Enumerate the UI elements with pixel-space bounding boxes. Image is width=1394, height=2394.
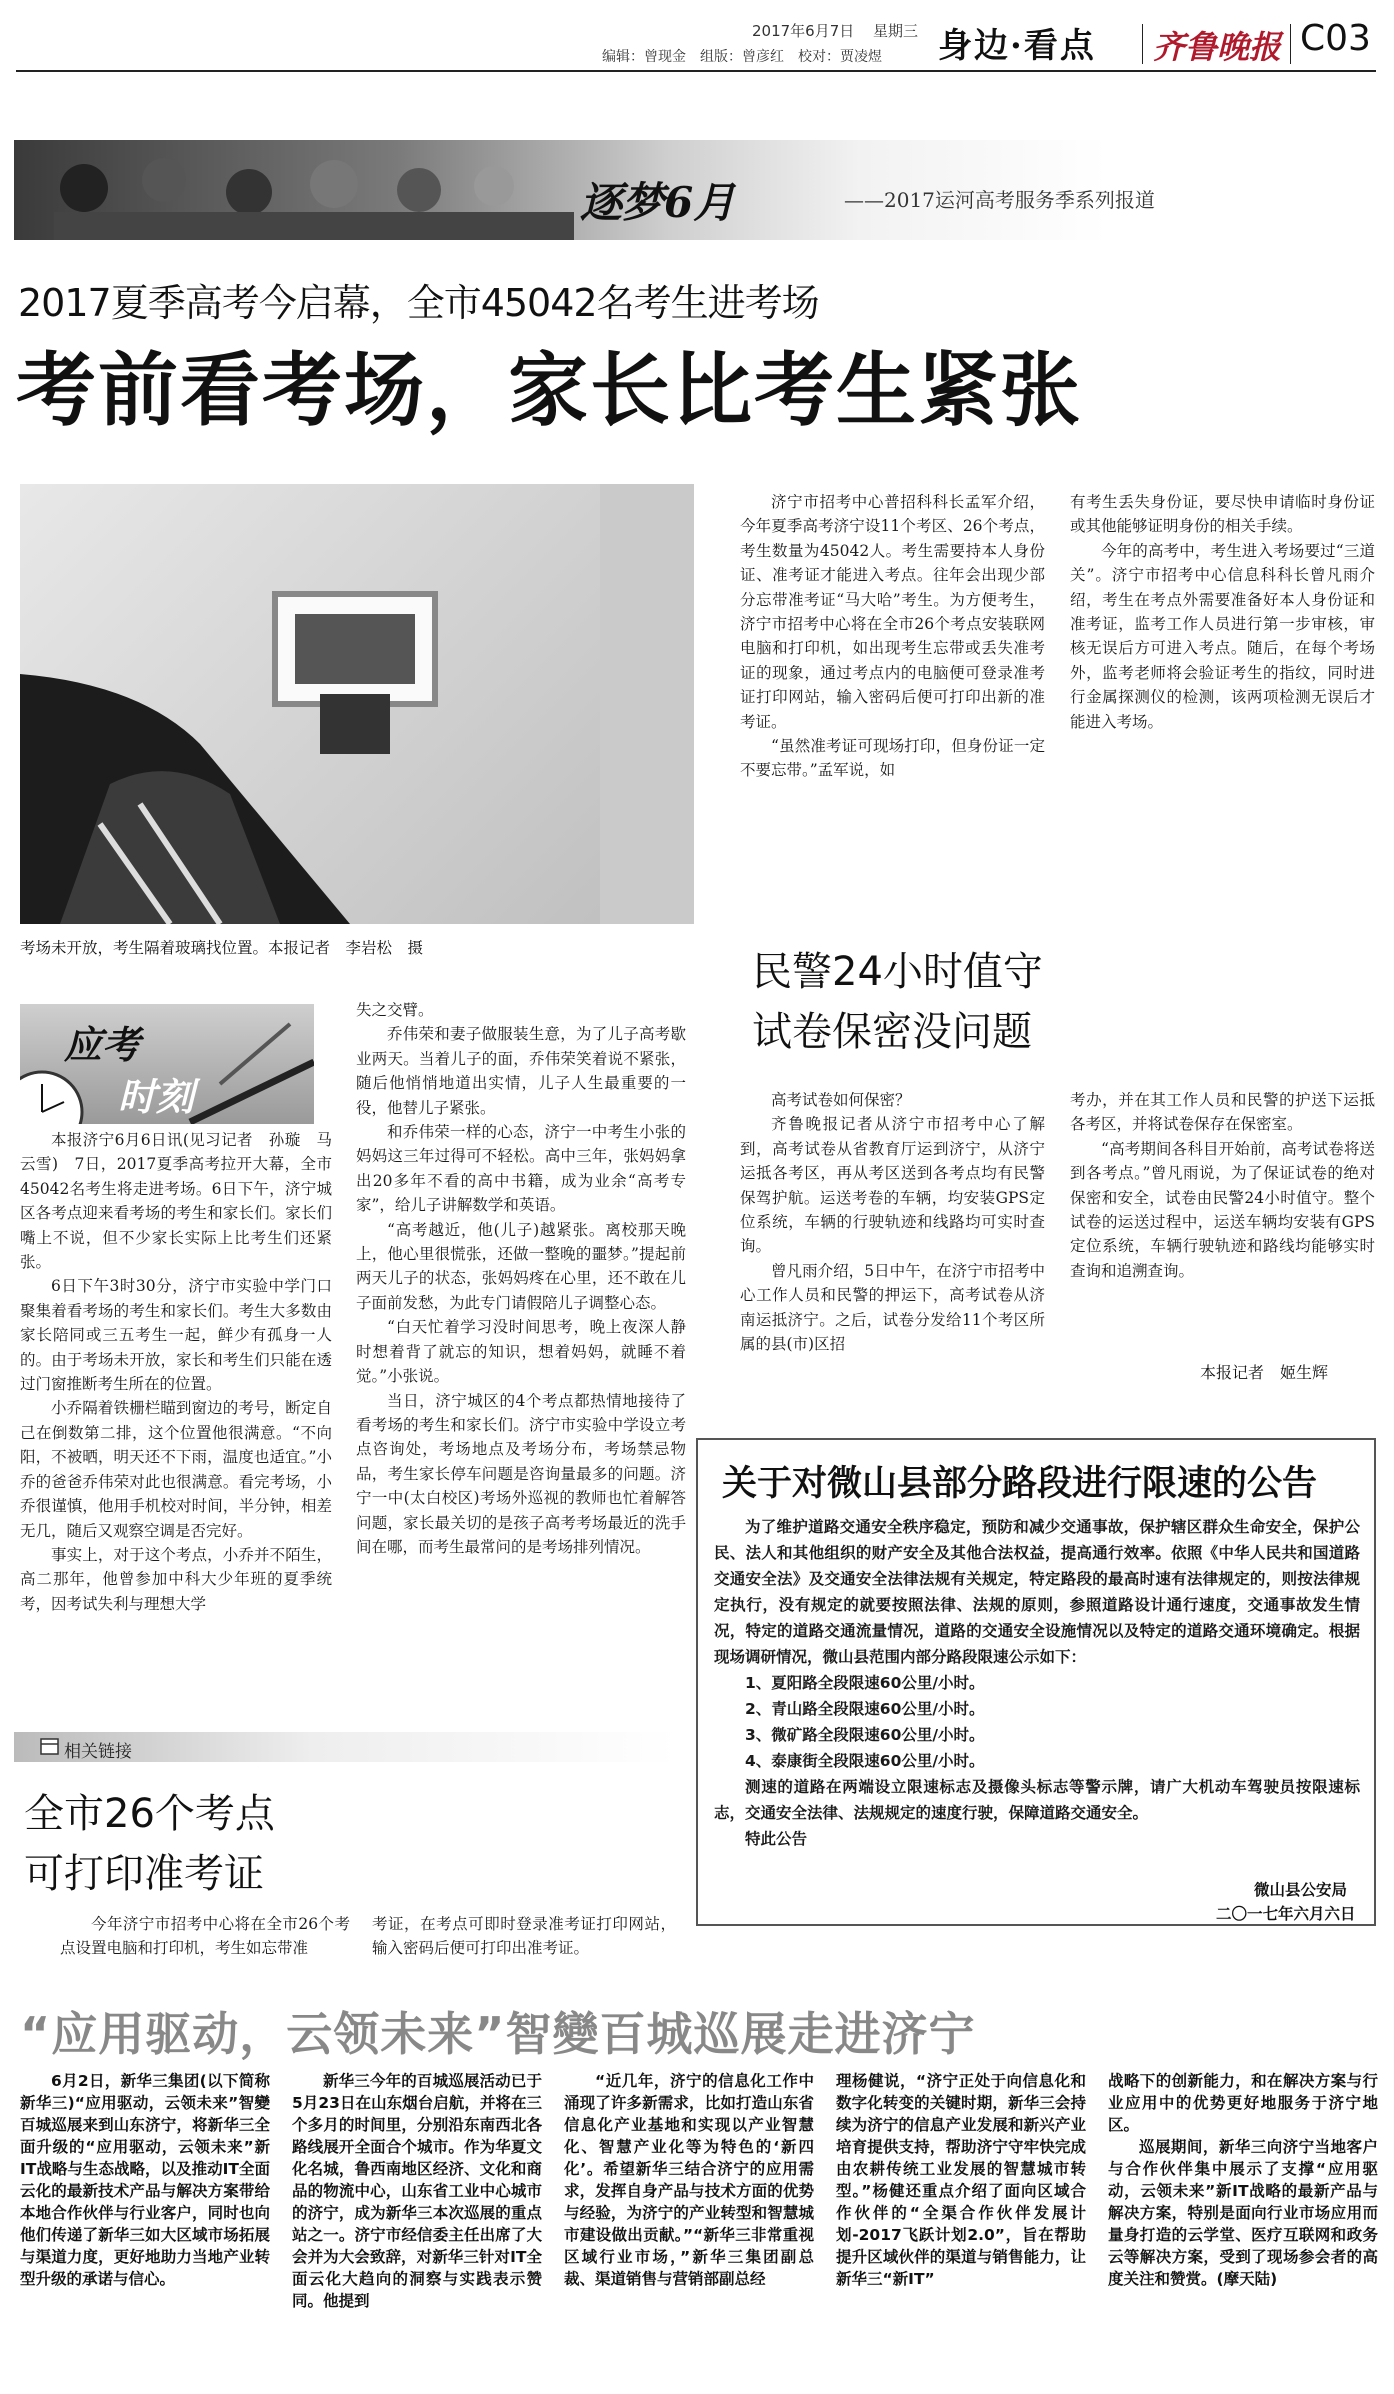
police-paragraph: 曾凡雨介绍，5日中午，在济宁市招考中心工作人员和民警的押运下，高考试卷从济南运抵济宁。之后，试卷分发给11个考区所属的县(市)区招 bbox=[740, 1261, 1045, 1354]
ad-paragraph: “近几年，济宁的信息化工作中涌现了许多新需求，比如打造山东省信息化产业基地和实现以产业智慧化、智慧产业化等为特色的‘新四化’。希望新华三结合济宁的应用需求，发挥自身产品与技术方面的优势与经验，为济宁的产业转型和智慧城市建设做出贡献。”“新华三非常重视区域行业市场，”新华三集团副总裁、渠道销售与营销部副总经 bbox=[564, 2072, 814, 2288]
section-title: 身边·看点 bbox=[938, 26, 1096, 66]
column-paragraph: 失之交臂。 bbox=[356, 1001, 434, 1019]
notice-item: 4、泰康街全段限速60公里/小时。 bbox=[745, 1752, 985, 1770]
police-paragraph: 高考试卷如何保密？ bbox=[771, 1091, 911, 1109]
column-text-col1 bbox=[20, 1128, 332, 1616]
notice-title: 关于对微山县部分路段进行限速的公告 bbox=[722, 1464, 1318, 1504]
column-paragraph: “高考越近，他(儿子)越紧张。离校那天晚上，他心里很慌张，还做一整晚的噩梦。”提起前两天儿子的状态，张妈妈疼在心里，还不敢在儿子面前发愁，为此专门请假陪儿子调整心态。 bbox=[356, 1220, 686, 1312]
column-badge-top: 应考 bbox=[64, 1022, 141, 1067]
related-text-col1 bbox=[60, 1912, 350, 1961]
related-paragraph: 今年济宁市招考中心将在全市26个考点设置电脑和打印机，考生如忘带准 bbox=[60, 1915, 350, 1958]
police-byline: 本报记者 姬生辉 bbox=[1200, 1363, 1329, 1382]
related-headline-2: 可打印准考证 bbox=[24, 1851, 264, 1897]
notice-intro: 为了维护道路交通安全秩序稳定，预防和减少交通事故，保护辖区群众生命安全，保护公民、法人和其他组织的财产安全及其他合法权益，提高通行效率。依照《中华人民共和国道路交通安全法》及交通安全法律法规有关规定，特定路段的最高时速有法律规定的，则按法律规定执行，没有规定的就要按照法律、法规的原则，参照道路设计通行速度，交通事故发生情况，特定的道路交通流量情况，道路的交通安全设施情况以及特定的道路交通环境确定。根据现场调研情况，微山县范围内部分路段限速公示如下： bbox=[714, 1518, 1360, 1666]
lead-text-col2 bbox=[1070, 490, 1375, 734]
notice-closing: 测速的道路在两端设立限速标志及摄像头标志等警示牌，请广大机动车驾驶员按限速标志，交通安全法律、法规规定的速度行驶，保障道路交通安全。 bbox=[714, 1778, 1360, 1822]
police-text-col1 bbox=[740, 1088, 1045, 1356]
ad-paragraph: 理杨健说，“济宁正处于向信息化和数字化转变的关键时期，新华三会持续为济宁的信息产业发展和新兴产业培育提供支持，帮助济宁守牢快完成由农耕传统工业发展的智慧城市转型。”杨健还重点介绍了面向区域合作伙伴的“全渠合作伙伴发展计划-2017飞跃计划2.0”，旨在帮助提升区域伙伴的渠道与销售能力，让新华三“新IT” bbox=[836, 2072, 1086, 2288]
notice-date: 二〇一七年六月六日 bbox=[1216, 1905, 1356, 1923]
ad-columns bbox=[20, 2070, 1380, 2390]
column-text-col2 bbox=[356, 998, 686, 1559]
column-paragraph: 6日下午3时30分，济宁市实验中学门口聚集着看考场的考生和家长们。考生大多数由家长陪同或三五考生一起，鲜少有孤身一人的。由于考场未开放，家长和考生们只能在透过门窗推断考生所在的位置。 bbox=[20, 1277, 332, 1394]
column-paragraph: 和乔伟荣一样的心态，济宁一中考生小张的妈妈这三年过得可不轻松。高中三年，张妈妈拿出20多年不看的高中书籍，成为业余“高考专家”，给儿子讲解数学和英语。 bbox=[356, 1123, 686, 1215]
column-paragraph: 本报济宁6月6日讯(见习记者 孙璇 马云雪) 7日，2017夏季高考拉开大幕，全市45042名考生将走进考场。6日下午，济宁城区各考点迎来看考场的考生和家长们。家长们嘴上不说，但不少家长实际上比考生们还紧张。 bbox=[20, 1131, 332, 1272]
lead-paragraph: 今年的高考中，考生进入考场要过“三道关”。济宁市招考中心信息科科长曾凡雨介绍，考生在考点外需要准备好本人身份证和准考证，监考工作人员进行第一步审核，审核无误后方可进入考点。随后，在每个考场外，监考老师将会验证考生的指纹，同时进行金属探测仪的检测，该两项检测无误后才能进入考场。 bbox=[1070, 541, 1375, 731]
ad-paragraph: 6月2日，新华三集团(以下简称新华三)“应用驱动，云领未来”智變百城巡展来到山东济宁，将新华三全面升级的“应用驱动，云领未来”新IT战略与生态战略，以及推动IT全面云化的最新技术产品与解决方案带给本地合作伙伴与行业客户，同时也向他们传递了新华三如大区域市场拓展与渠道力度，更好地助力当地产业转型升级的承诺与信心。 bbox=[20, 2072, 270, 2288]
ad-paragraph: 新华三今年的百城巡展活动已于5月23日在山东烟台启航，并将在三个多月的时间里，分别沿东南西北各路线展开全面合个城市。作为华夏文化名城，鲁西南地区经济、文化和商品的物流中心，山东省工业中心城市的济宁，成为新华三本次巡展的重点站之一。济宁市经信委主任出席了大会并为大会致辞，对新华三针对IT全面云化大趋向的洞察与实践表示赞同。他提到 bbox=[292, 2072, 542, 2310]
document-icon bbox=[40, 1738, 60, 1756]
notice-special: 特此公告 bbox=[745, 1830, 808, 1848]
police-headline-2: 试卷保密没问题 bbox=[752, 1009, 1032, 1055]
lead-headline: 考前看考场，家长比考生紧张 bbox=[16, 343, 1082, 437]
lead-text-col1 bbox=[740, 490, 1045, 783]
police-paragraph: 考办，并在其工作人员和民警的护送下运抵各考区，并将试卷保存在保密室。 bbox=[1070, 1091, 1375, 1134]
notice-issuer: 微山县公安局 bbox=[1254, 1881, 1348, 1899]
photo-caption: 考场未开放，考生隔着玻璃找位置。本报记者 李岩松 摄 bbox=[20, 939, 424, 957]
related-headline-1: 全市26个考点 bbox=[24, 1791, 275, 1837]
police-paragraph: 齐鲁晚报记者从济宁市招考中心了解到，高考试卷从省教育厅运到济宁，从济宁运抵各考区，再从考区送到各考点均有民警保驾护航。运送考卷的车辆，均安装GPS定位系统，车辆的行驶轨迹和线路均可实时查询。 bbox=[740, 1115, 1045, 1256]
column-badge bbox=[20, 1004, 314, 1124]
ad-paragraph-part: 战略下的创新能力，和在解决方案与行业应用中的优势更好地服务于济宁地区。 bbox=[1108, 2072, 1378, 2134]
paper-logo: 齐鲁晚报 bbox=[1153, 28, 1282, 66]
masthead-credits: 编辑：曾现金 组版：曾彦红 校对：贾凌煜 bbox=[602, 49, 882, 65]
lead-paragraph: 有考生丢失身份证，要尽快申请临时身份证或其他能够证明身份的相关手续。 bbox=[1070, 493, 1375, 536]
lead-photo bbox=[20, 484, 694, 924]
ad-paragraph-part: 巡展期间，新华三向济宁当地客户与合作伙伴集中展示了支撑“应用驱动，云领未来”新IT战略的最新产品与解决方案，特别是面向行业市场应用而量身打造的云学堂、医疗互联网和政务云等解决方案，受到了现场参会者的高度关注和赞赏。(摩天陆) bbox=[1108, 2138, 1378, 2288]
lead-paragraph: 济宁市招考中心普招科科长孟军介绍，今年夏季高考济宁设11个考区、26个考点，考生数量为45042人。考生需要持本人身份证、准考证才能进入考点。往年会出现少部分忘带准考证“马大哈”考生。为方便考生，济宁市招考中心将在全市26个考点安装联网电脑和打印机，如出现考生忘带或丢失准考证的现象，通过考点内的电脑便可登录准考证打印网站，输入密码后便可打印出新的准考证。 bbox=[740, 493, 1045, 731]
masthead-date bbox=[752, 20, 918, 41]
banner-slogan: 逐梦6月 bbox=[580, 178, 736, 227]
notice-item: 3、微矿路全段限速60公里/小时。 bbox=[745, 1726, 985, 1744]
notice-item: 1、夏阳路全段限速60公里/小时。 bbox=[745, 1674, 985, 1692]
related-tag: 相关链接 bbox=[64, 1742, 132, 1762]
related-paragraph: 考证，在考点可即时登录准考证打印网站，输入密码后便可打印出准考证。 bbox=[372, 1915, 676, 1958]
page-code: C03 bbox=[1300, 18, 1371, 59]
masthead-divider bbox=[1142, 24, 1143, 64]
column-paragraph: 事实上，对于这个考点，小乔并不陌生，高二那年，他曾参加中科大少年班的夏季统考，因考试失利与理想大学 bbox=[20, 1545, 332, 1613]
banner-photo bbox=[14, 140, 614, 240]
issue-weekday: 星期三 bbox=[873, 22, 919, 40]
lead-paragraph: “虽然准考证可现场打印，但身份证一定不要忘带。”孟军说，如 bbox=[740, 737, 1045, 780]
lead-kicker: 2017夏季高考今启幕，全市45042名考生进考场 bbox=[18, 281, 819, 325]
masthead-rule bbox=[16, 70, 1376, 72]
notice-body bbox=[714, 1514, 1360, 1852]
masthead-divider-2 bbox=[1290, 24, 1291, 64]
notice-item: 2、青山路全段限速60公里/小时。 bbox=[745, 1700, 985, 1718]
police-text-col2 bbox=[1070, 1088, 1375, 1283]
banner-subtitle: ——2017运河高考服务季系列报道 bbox=[844, 188, 1155, 212]
column-paragraph: “白天忙着学习没时间思考，晚上夜深人静时想着背了就忘的知识，想着妈妈，就睡不着觉。”小张说。 bbox=[356, 1318, 686, 1386]
police-paragraph: “高考期间各科目开始前，高考试卷将送到各考点。”曾凡雨说，为了保证试卷的绝对保密和安全，试卷由民警24小时值守。整个试卷的运送过程中，运送车辆均安装有GPS定位系统，车辆行驶轨迹和路线均能够实时查询和追溯查询。 bbox=[1070, 1139, 1375, 1280]
ad-headline: “应用驱动，云领未来”智變百城巡展走进济宁 bbox=[20, 2007, 976, 2061]
column-badge-bottom: 时刻 bbox=[118, 1074, 195, 1119]
related-text-col2 bbox=[372, 1912, 676, 1961]
police-headline-1: 民警24小时值守 bbox=[752, 949, 1043, 995]
issue-date: 2017年6月7日 bbox=[752, 22, 855, 40]
column-paragraph: 小乔隔着铁栅栏瞄到窗边的考号，断定自己在倒数第二排，这个位置他很满意。“不向阳，不被晒，明天还不下雨，温度也适宜。”小乔的爸爸乔伟荣对此也很满意。看完考场，小乔很谨慎，他用手机校对时间，半分钟，相差无几，随后又观察空调是否完好。 bbox=[20, 1399, 332, 1540]
column-paragraph: 当日，济宁城区的4个考点都热情地接待了看考场的考生和家长们。济宁市实验中学设立考点咨询处，考场地点及考场分布，考场禁忌物品，考生家长停车问题是咨询量最多的问题。济宁一中(太白校区)考场外巡视的教师也忙着解答问题，家长最关切的是孩子高考考场最近的洗手间在哪，而考生最常问的是考场排列情况。 bbox=[356, 1391, 686, 1556]
ad-paragraph bbox=[1108, 2070, 1378, 2290]
column-paragraph: 乔伟荣和妻子做服装生意，为了儿子高考歇业两天。当着儿子的面，乔伟荣笑着说不紧张，随后他悄悄地道出实情，儿子人生最重要的一役，他替儿子紧张。 bbox=[356, 1025, 686, 1117]
